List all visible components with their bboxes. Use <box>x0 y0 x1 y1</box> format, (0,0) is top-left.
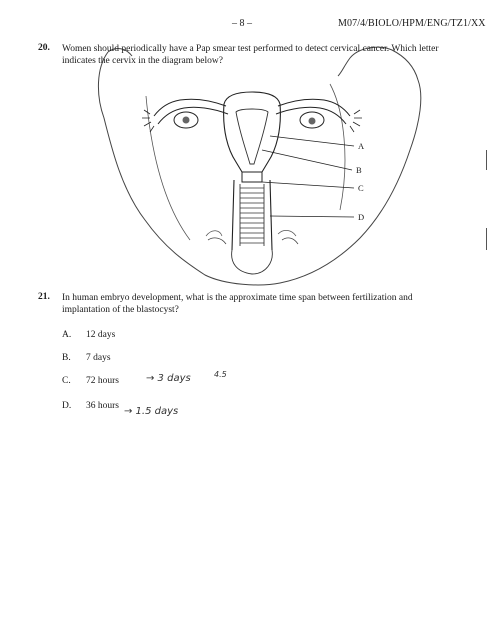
question-21-line-2: implantation of the blastocyst? <box>62 305 179 315</box>
question-20-line-1: Women should periodically have a Pap smear test performed to detect cervical cancer. Which letter <box>62 44 439 54</box>
paper-code: M07/4/BIOLO/HPM/ENG/TZ1/XX <box>338 18 486 29</box>
option-a-letter: A. <box>62 330 72 340</box>
diagram-label-c: C <box>358 183 364 193</box>
question-20-number: 20. <box>38 43 50 53</box>
option-a-text: 12 days <box>86 330 116 340</box>
question-21-number: 21. <box>38 292 50 302</box>
margin-mark <box>486 150 487 170</box>
handwritten-note-option-c-2: 4.5 <box>214 370 227 379</box>
diagram-label-b: B <box>356 165 362 175</box>
page-number: – 8 – <box>232 18 252 29</box>
handwritten-note-option-c: → 3 days <box>146 373 191 384</box>
question-21-line-1: In human embryo development, what is the approximate time span between fertilization and <box>62 293 413 303</box>
option-c-text: 72 hours <box>86 376 119 386</box>
diagram-label-d: D <box>358 212 365 222</box>
margin-mark <box>486 228 487 250</box>
handwritten-note-option-d: → 1.5 days <box>124 406 179 417</box>
question-20-line-2: indicates the cervix in the diagram below? <box>62 56 223 66</box>
option-b-text: 7 days <box>86 353 111 363</box>
option-c-letter: C. <box>62 376 71 386</box>
option-d-letter: D. <box>62 401 72 411</box>
diagram-label-a: A <box>358 141 365 151</box>
option-d-text: 36 hours <box>86 401 119 411</box>
option-b-letter: B. <box>62 353 71 363</box>
